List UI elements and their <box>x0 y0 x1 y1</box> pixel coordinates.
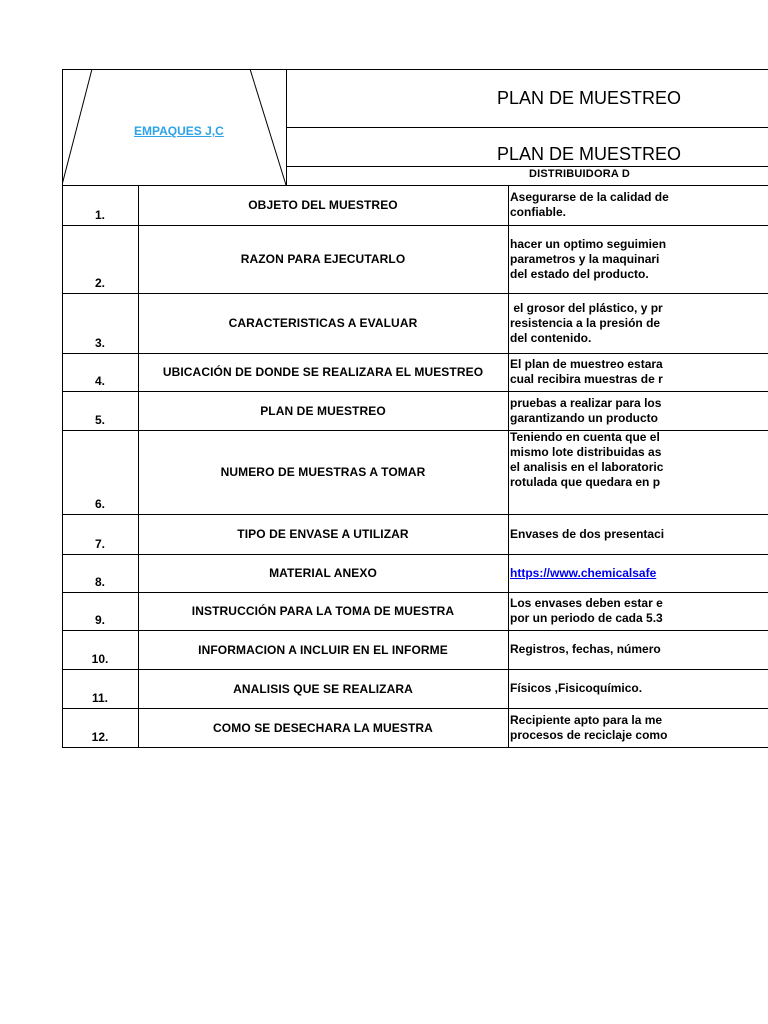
column-border <box>508 185 509 226</box>
column-border <box>508 708 509 748</box>
row-label: PLAN DE MUESTREO <box>260 403 386 418</box>
row-description: El plan de muestreo estara cual recibira muestras de r <box>510 357 663 386</box>
company-logo-link[interactable]: EMPAQUES J,C <box>134 124 224 138</box>
row-label: COMO SE DESECHARA LA MUESTRA <box>213 720 433 735</box>
row-number: 2. <box>94 276 105 290</box>
row-description: Teniendo en cuenta que el mismo lote distribuidas as el analisis en el laboratoric rotulada que quedara en p <box>510 430 664 489</box>
row-description: pruebas a realizar para los garantizando un producto <box>510 396 662 425</box>
page-title: PLAN DE MUESTREO <box>497 88 682 108</box>
row-label: TIPO DE ENVASE A UTILIZAR <box>237 527 409 541</box>
row-label: NUMERO DE MUESTRAS A TOMAR <box>220 465 426 479</box>
column-border <box>508 514 509 555</box>
row-description: el grosor del plástico, y pr resistencia a la presión de del contenido. <box>510 301 663 345</box>
table-row <box>62 185 768 225</box>
column-border <box>508 225 509 294</box>
row-number: 3. <box>94 336 105 350</box>
row-description: hacer un optimo seguimien parametros y la maquinari del estado del producto. <box>510 237 667 281</box>
row-label: RAZON PARA EJECUTARLO <box>240 252 406 266</box>
row-description: Asegurarse de la calidad de confiable. <box>510 190 669 219</box>
row-label: OBJETO DEL MUESTREO <box>248 198 398 212</box>
table-row <box>62 708 768 747</box>
row-description: Envases de dos presentaci <box>510 527 665 541</box>
annex-link[interactable]: https://www.chemicalsafe <box>510 566 657 580</box>
column-border <box>508 592 509 631</box>
row-number: 6. <box>94 497 105 511</box>
column-border <box>508 353 509 392</box>
row-description: Recipiente apto para la me procesos de reciclaje como <box>510 713 668 742</box>
column-border <box>508 293 509 354</box>
column-border <box>508 430 509 515</box>
column-border <box>508 630 509 670</box>
title-divider <box>286 127 768 128</box>
row-label: INFORMACION A INCLUIR EN EL INFORME <box>198 642 448 657</box>
row-label: INSTRUCCIÓN PARA LA TOMA DE MUESTRA <box>191 604 455 618</box>
table-row <box>62 630 768 669</box>
table-row <box>62 225 768 293</box>
row-description: Registros, fechas, número <box>510 642 661 656</box>
sampling-plan-sheet <box>62 69 768 749</box>
column-border <box>508 554 509 593</box>
row-number: 12. <box>91 730 109 744</box>
row-label: ANALISIS QUE SE REALIZARA <box>233 681 413 696</box>
column-border <box>508 391 509 431</box>
table-row <box>62 391 768 430</box>
row-number: 1. <box>94 208 105 222</box>
row-label: UBICACIÓN DE DONDE SE REALIZARA EL MUESTREO <box>162 365 484 379</box>
column-border <box>508 669 509 709</box>
table-row <box>62 430 768 514</box>
company-subtitle: DISTRIBUIDORA D <box>529 168 630 180</box>
table-row <box>62 353 768 391</box>
row-number: 4. <box>94 374 105 388</box>
row-number: 5. <box>94 413 105 427</box>
table-row <box>62 293 768 353</box>
table-row <box>62 514 768 554</box>
row-number: 7. <box>94 537 105 551</box>
page-subtitle-title: PLAN DE MUESTREO <box>497 144 682 164</box>
table-row <box>62 554 768 592</box>
row-label: MATERIAL ANEXO <box>269 566 377 580</box>
row-number: 10. <box>91 652 109 666</box>
subtitle-divider <box>286 166 768 167</box>
row-number: 8. <box>94 575 105 589</box>
table-row <box>62 669 768 708</box>
row-number: 9. <box>94 613 105 627</box>
table-row <box>62 592 768 630</box>
row-label: CARACTERISTICAS A EVALUAR <box>228 316 418 330</box>
row-description: Los envases deben estar e por un periodo de cada 5.3 <box>510 596 663 625</box>
row-description: Físicos ,Fisicoquímico. <box>510 681 643 695</box>
row-bottom-border <box>62 747 768 748</box>
row-number: 11. <box>91 691 109 705</box>
